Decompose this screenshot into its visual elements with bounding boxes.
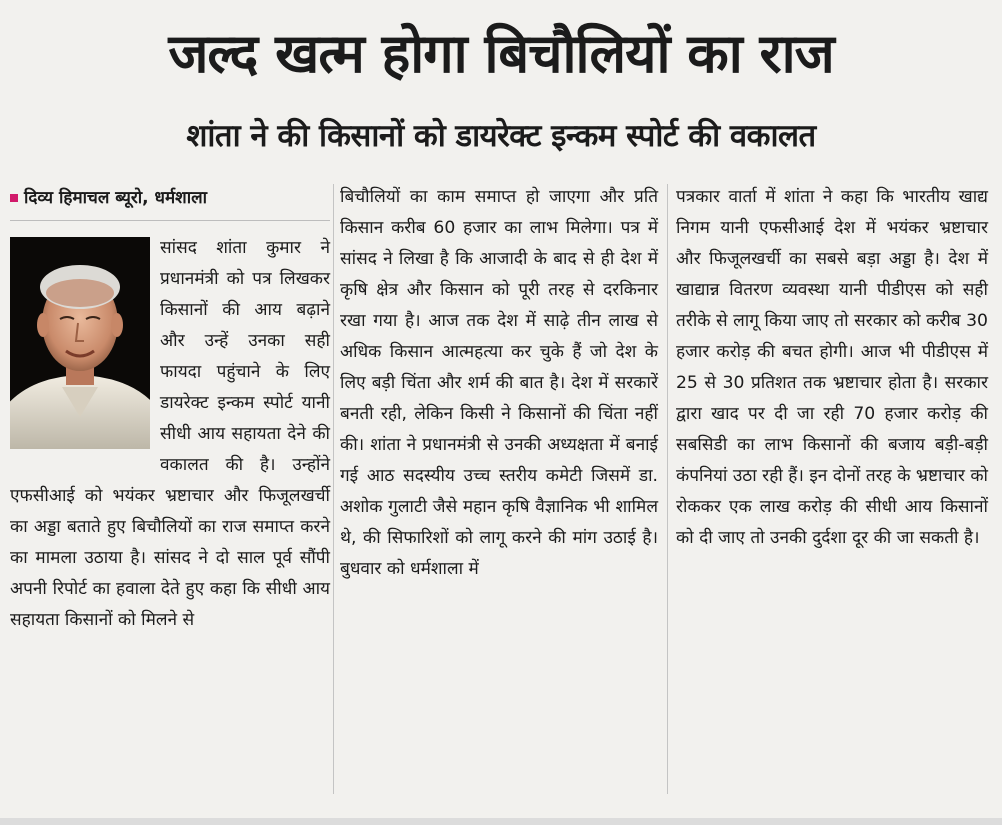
column-divider	[667, 184, 668, 794]
subheadline: शांता ने की किसानों को डायरेक्ट इन्कम स्पोर्ट की वकालत	[186, 118, 816, 154]
portrait-photo	[10, 237, 150, 449]
article-column-1	[10, 182, 330, 636]
byline-bullet-icon	[10, 194, 18, 202]
portrait-image	[10, 237, 150, 449]
article-column-2: बिचौलियों का काम समाप्त हो जाएगा और प्रति किसान करीब 60 हजार का लाभ मिलेगा। पत्र में सांसद ने लिखा है कि आजादी के बाद से ही देश में कृषि क्षेत्र और किसान को पूरी तरह से दरकिनार रखा गया है। आज तक देश में साढ़े तीन लाख से अधिक किसान आत्महत्या कर चुके हैं जो देश के लिए बड़ी चिंता और शर्म की बात है। देश में सरकारें बनती रही, लेकिन किसी ने किसानों की चिंता नहीं की। शांता ने प्रधानमंत्री से उनकी अध्यक्षता में बनाई गई आठ सदस्यीय उच्च स्तरीय कमेटी जिसमें डा. अशोक गुलाटी जैसे महान कृषि वैज्ञानिक भी शामिल थे, की सिफारिशों को लागू करने की मांग उठाई है। बुधवार को धर्मशाला में	[340, 187, 658, 579]
headline: जल्द खत्म होगा बिचौलियों का राज	[168, 22, 834, 85]
column-divider	[333, 184, 334, 794]
byline-text: दिव्य हिमाचल ब्यूरो, धर्मशाला	[24, 188, 208, 208]
article-column-3: पत्रकार वार्ता में शांता ने कहा कि भारतीय खाद्य निगम यानी एफसीआई देश में भयंकर भ्रष्टाचार और फिजूलखर्ची का सबसे बड़ा अड्डा है। देश में खाद्यान्न वितरण व्यवस्था यानी पीडीएस को सही तरीके से लागू किया जाए तो सरकार को करीब 30 हजार करोड़ की बचत होगी। आज भी पीडीएस में 25 से 30 प्रतिशत तक भ्रष्टाचार होता है। सरकार द्वारा खाद पर दी जा रही 70 हजार करोड़ की सबसिडी का लाभ किसानों की बजाय बड़ी-बड़ी कंपनियां उठा रही हैं। इन दोनों तरह के भ्रष्टाचार को रोककर एक लाख करोड़ की सीधी आय किसानों को दी जाए तो उनकी दुर्दशा दूर की जा सकती है।	[676, 187, 988, 548]
page-bottom-strip	[0, 818, 1002, 825]
article-text-col1: सांसद शांता कुमार ने प्रधानमंत्री को पत्र लिखकर किसानों की आय बढ़ाने और उन्हें उनका सही फायदा पहुंचाने के लिए डायरेक्ट इन्कम स्पोर्ट यानी सीधी आय सहायता देने की वकालत की है। उन्होंने एफसीआई को भयंकर भ्रष्टाचार और फिजूलखर्ची का अड्डा बताते हुए बिचौलियों का राज समाप्त करने का मामला उठाया है। सांसद ने दो साल पूर्व सौंपी अपनी रिपोर्ट का हवाला देते हुए कहा कि सीधी आय सहायता किसानों को मिलने से	[10, 238, 330, 630]
byline	[10, 182, 330, 214]
byline-rule	[10, 220, 330, 221]
